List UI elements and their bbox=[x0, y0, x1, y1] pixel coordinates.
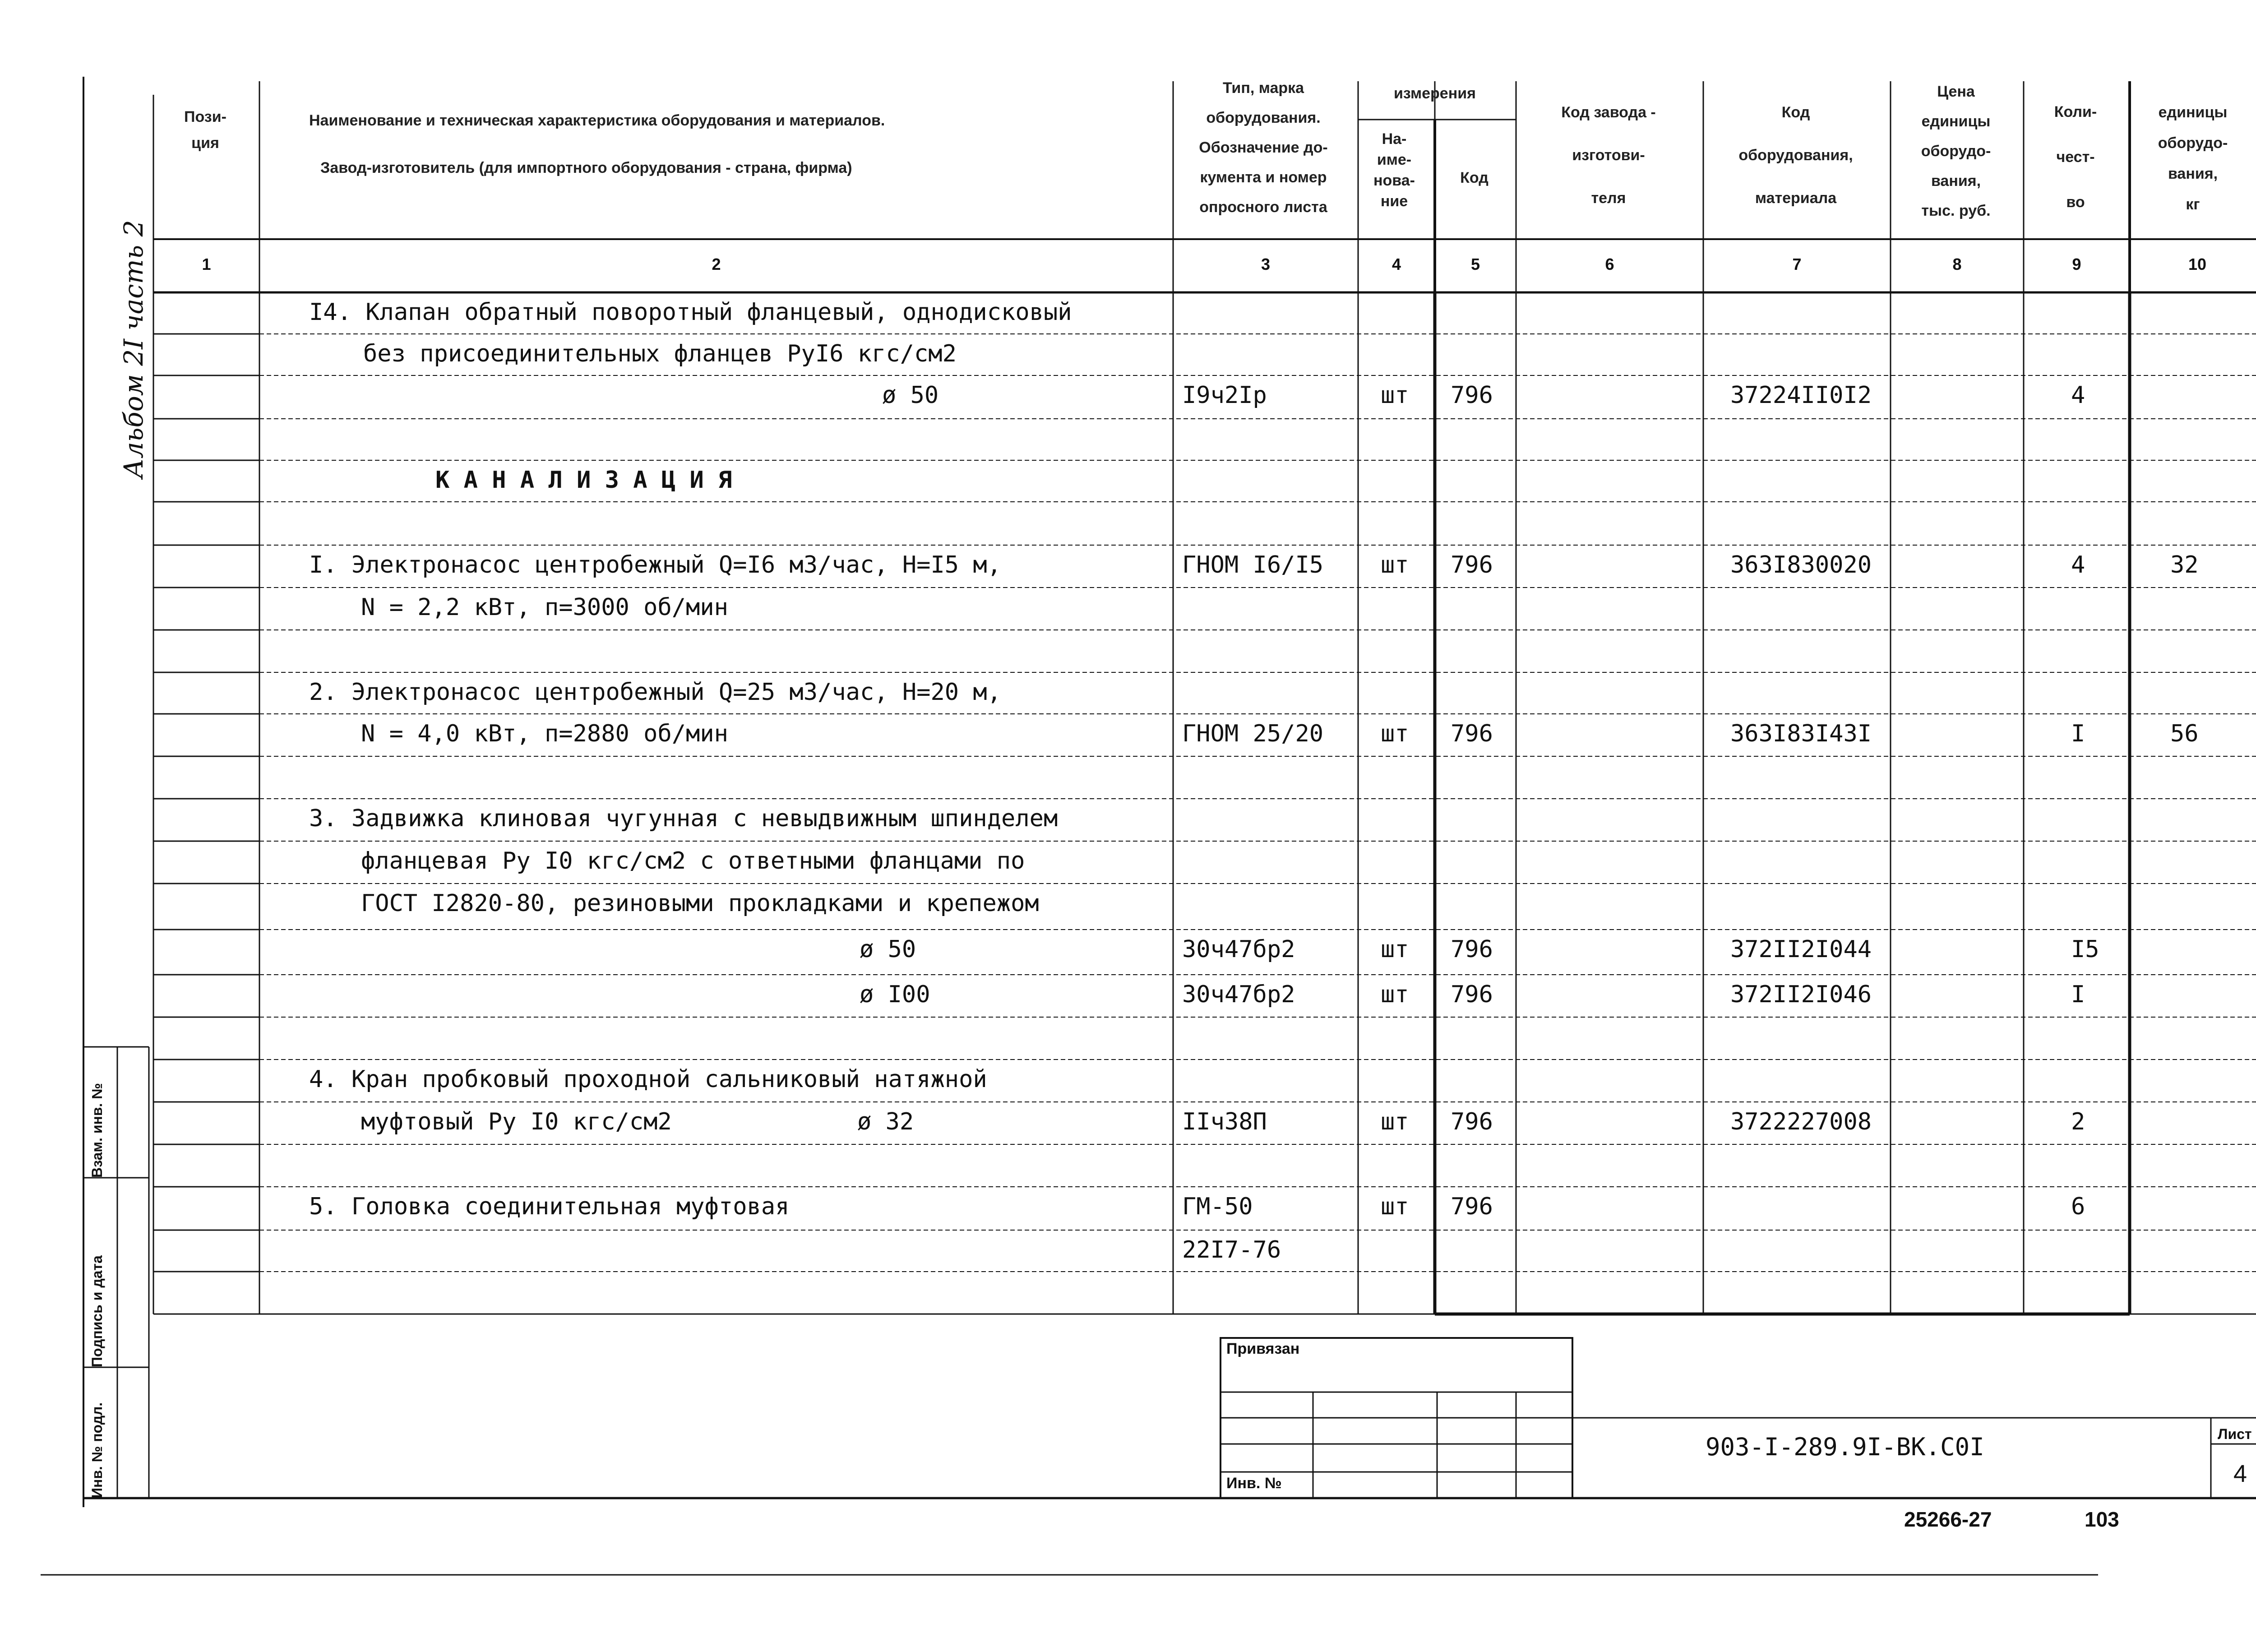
row-name: К А Н А Л И З А Ц И Я bbox=[435, 467, 732, 494]
stamp-privyazan: Привязан bbox=[1226, 1340, 1300, 1357]
row-type: ГНОМ I6/I5 bbox=[1182, 551, 1324, 578]
footer-page-number: 103 bbox=[2085, 1508, 2119, 1531]
header-col8: Цена единицы оборудо- вания, тыс. руб. bbox=[1921, 83, 1991, 219]
row-name: 2. Электронасос центробежный Q=25 м3/час, Н=20 м, bbox=[309, 679, 1002, 706]
side-label: Альбом 2I часть 2 bbox=[118, 220, 149, 478]
column-number-1: 1 bbox=[202, 255, 211, 273]
column-number-10: 10 bbox=[2188, 255, 2207, 273]
row-unit: шт bbox=[1381, 936, 1409, 963]
row-type: 30ч47бр2 bbox=[1182, 981, 1295, 1008]
header-col7: Код оборудования, материала bbox=[1738, 104, 1853, 207]
row-mass: 32 bbox=[2170, 551, 2199, 578]
sheet-label: Лист bbox=[2218, 1426, 2252, 1442]
row-quantity: 4 bbox=[2071, 551, 2085, 578]
header-col4: На- име- нова- ние bbox=[1373, 130, 1415, 210]
header-col6: Код завода - изготови- теля bbox=[1561, 104, 1656, 207]
row-unit-code: 796 bbox=[1451, 382, 1493, 409]
row-material-code: 363I83I43I bbox=[1730, 720, 1872, 747]
row-name: ГОСТ I2820-80, резиновыми прокладками и крепежом bbox=[361, 890, 1039, 917]
column-number-4: 4 bbox=[1392, 255, 1401, 273]
row-quantity: I5 bbox=[2071, 936, 2099, 963]
header-col1: Пози- ция bbox=[184, 108, 227, 152]
row-quantity: 6 bbox=[2071, 1193, 2085, 1220]
row-name: N = 2,2 кВт, п=3000 об/мин bbox=[361, 594, 728, 621]
document-code: 903-I-289.9I-ВК.С0I bbox=[1706, 1433, 1984, 1461]
footer-order-number: 25266-27 bbox=[1904, 1508, 1992, 1531]
row-material-code: 3722227008 bbox=[1730, 1108, 1872, 1135]
row-name: 5. Головка соединительная муфтовая bbox=[309, 1193, 790, 1220]
row-unit: шт bbox=[1381, 1108, 1409, 1135]
row-unit-code: 796 bbox=[1451, 1193, 1493, 1220]
row-name: I. Электронасос центробежный Q=I6 м3/час, Н=I5 м, bbox=[309, 551, 1002, 578]
row-diameter: ø 32 bbox=[857, 1108, 914, 1135]
row-quantity: I bbox=[2071, 981, 2085, 1008]
row-mass: 56 bbox=[2170, 720, 2199, 747]
column-number-2: 2 bbox=[712, 255, 721, 273]
row-name: без присоединительных фланцев РуI6 кгс/см2 bbox=[363, 340, 957, 367]
row-name: N = 4,0 кВт, п=2880 об/мин bbox=[361, 720, 728, 747]
row-unit-code: 796 bbox=[1451, 720, 1493, 747]
margin-label-inv-podl: Инв. № подл. bbox=[89, 1402, 105, 1498]
row-name: ø 50 bbox=[882, 382, 939, 409]
column-number-9: 9 bbox=[2072, 255, 2081, 273]
row-unit: шт bbox=[1381, 981, 1409, 1008]
row-material-code: 37224II0I2 bbox=[1730, 382, 1872, 409]
row-unit: шт bbox=[1381, 1193, 1409, 1220]
row-name: ø I00 bbox=[860, 981, 930, 1008]
column-number-7: 7 bbox=[1792, 255, 1802, 273]
row-name: фланцевая Ру I0 кгс/см2 с ответными фланцами по bbox=[361, 847, 1025, 875]
header-col3: Тип, марка оборудования. Обозначение до- кумента и номер опросного листа bbox=[1199, 79, 1328, 216]
row-material-code: 363I830020 bbox=[1730, 551, 1872, 578]
header-col2: Наименование и техническая характеристика оборудования и материалов. Завод-изготовитель (для импортного оборудования - страна, фирма) bbox=[309, 112, 885, 176]
row-name: ø 50 bbox=[860, 936, 916, 963]
row-type: IIч38П bbox=[1182, 1108, 1267, 1135]
row-type: I9ч2Iр bbox=[1182, 382, 1267, 409]
column-number-8: 8 bbox=[1952, 255, 1962, 273]
row-quantity: 2 bbox=[2071, 1108, 2085, 1135]
stamp-inv-no: Инв. № bbox=[1226, 1475, 1282, 1492]
row-unit-code: 796 bbox=[1451, 981, 1493, 1008]
row-material-code: 372II2I044 bbox=[1730, 936, 1872, 963]
column-number-6: 6 bbox=[1605, 255, 1614, 273]
row-unit: шт bbox=[1381, 382, 1409, 409]
column-number-5: 5 bbox=[1470, 255, 1480, 273]
row-quantity: I bbox=[2071, 720, 2085, 747]
row-unit-code: 796 bbox=[1451, 1108, 1493, 1135]
column-number-3: 3 bbox=[1261, 255, 1271, 273]
row-name: 4. Кран пробковый проходной сальниковый натяжной bbox=[309, 1066, 987, 1093]
row-name: муфтовый Ру I0 кгс/см2 bbox=[361, 1108, 672, 1135]
header-unit-group: измерения bbox=[1394, 85, 1476, 102]
row-type: ГНОМ 25/20 bbox=[1182, 720, 1324, 747]
row-unit-code: 796 bbox=[1451, 936, 1493, 963]
row-type: 30ч47бр2 bbox=[1182, 936, 1295, 963]
header-col5: Код bbox=[1460, 169, 1489, 186]
header-col9: Коли- чест- во bbox=[2054, 103, 2097, 211]
row-unit-code: 796 bbox=[1451, 551, 1493, 578]
margin-label-podpis: Подпись и дата bbox=[89, 1255, 105, 1367]
row-quantity: 4 bbox=[2071, 382, 2085, 409]
header-col10: единицы оборудо- вания, кг bbox=[2158, 104, 2228, 213]
row-name: I4. Клапан обратный поворотный фланцевый, однодисковый bbox=[309, 299, 1072, 326]
row-type: 22I7-76 bbox=[1182, 1236, 1281, 1263]
row-type: ГМ-50 bbox=[1182, 1193, 1253, 1220]
margin-label-vzam: Взам. инв. № bbox=[89, 1083, 105, 1178]
row-name: 3. Задвижка клиновая чугунная с невыдвижным шпинделем bbox=[309, 805, 1058, 832]
row-unit: шт bbox=[1381, 720, 1409, 747]
sheet-number: 4 bbox=[2233, 1460, 2247, 1487]
row-material-code: 372II2I046 bbox=[1730, 981, 1872, 1008]
row-unit: шт bbox=[1381, 551, 1409, 578]
